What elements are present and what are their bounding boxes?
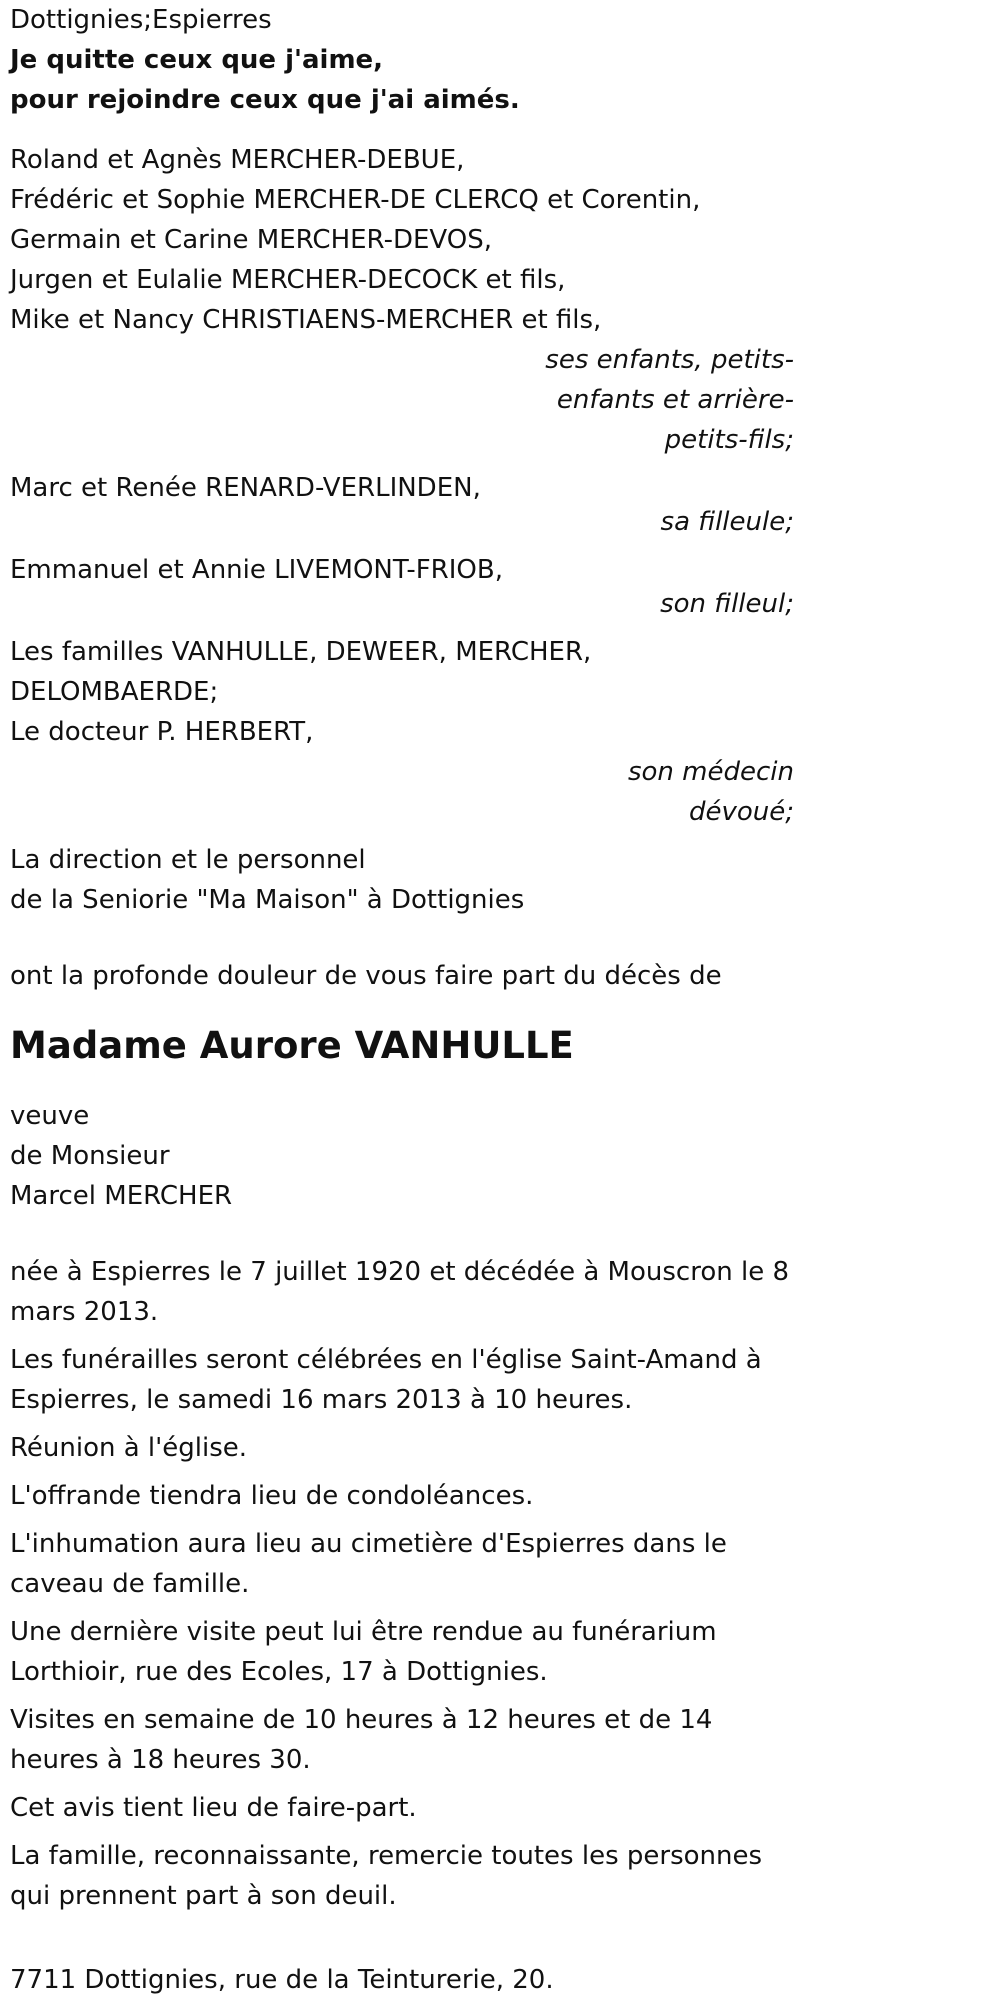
role-line: petits-fils; — [664, 425, 794, 455]
detail-paragraph: Réunion à l'église. — [10, 1433, 248, 1463]
quote-line-2: pour rejoindre ceux que j'ai aimés. — [10, 85, 520, 115]
role-line: enfants et arrière- — [556, 385, 794, 415]
family-member: Germain et Carine MERCHER-DEVOS, — [10, 225, 492, 255]
goddaughter-name: Marc et Renée RENARD-VERLINDEN, — [10, 473, 481, 503]
staff-line-1: La direction et le personnel — [10, 845, 366, 875]
detail-paragraph: Les funérailles seront célébrées en l'église Saint-Amand à Espierres, le samedi 16 mars 2013 à 10 heures. — [10, 1345, 762, 1415]
doctor-role — [10, 752, 800, 832]
detail-paragraph: Visites en semaine de 10 heures à 12 heures et de 14 heures à 18 heures 30. — [10, 1705, 713, 1775]
widow-line-3: Marcel MERCHER — [10, 1181, 233, 1211]
role-line: dévoué; — [688, 797, 794, 827]
godson-name: Emmanuel et Annie LIVEMONT-FRIOB, — [10, 555, 503, 585]
families-line-2: DELOMBAERDE; — [10, 677, 219, 707]
family-member: Frédéric et Sophie MERCHER-DE CLERCQ et Corentin, — [10, 185, 701, 215]
family-member: Jurgen et Eulalie MERCHER-DECOCK et fils, — [10, 265, 566, 295]
staff-line-2: de la Seniorie "Ma Maison" à Dottignies — [10, 885, 525, 915]
role-line: son médecin — [627, 757, 794, 787]
detail-paragraph: La famille, reconnaissante, remercie toutes les personnes qui prennent part à son deuil. — [10, 1841, 763, 1911]
detail-paragraph: née à Espierres le 7 juillet 1920 et décédée à Mouscron le 8 mars 2013. — [10, 1257, 789, 1327]
obituary-body — [10, 0, 800, 2000]
deceased-name: Madame Aurore VANHULLE — [10, 1024, 574, 1067]
quote-line-1: Je quitte ceux que j'aime, — [10, 45, 384, 75]
announcement: ont la profonde douleur de vous faire part du décès de — [10, 961, 722, 991]
widow-line-1: veuve — [10, 1101, 90, 1131]
detail-paragraph: Une dernière visite peut lui être rendue au funérarium Lorthioir, rue des Ecoles, 17 à Dottignies. — [10, 1617, 717, 1687]
detail-paragraph: L'offrande tiendra lieu de condoléances. — [10, 1481, 534, 1511]
family-member: Roland et Agnès MERCHER-DEBUE, — [10, 145, 465, 175]
families-line-1: Les familles VANHULLE, DEWEER, MERCHER, — [10, 637, 592, 667]
widow-line-2: de Monsieur — [10, 1141, 170, 1171]
details-section — [10, 1252, 800, 1916]
godson-role: son filleul; — [660, 589, 794, 619]
address: 7711 Dottignies, rue de la Teinturerie, 20. — [10, 1965, 554, 1995]
children-role — [10, 340, 800, 460]
children-list — [10, 140, 800, 340]
role-line: ses enfants, petits- — [545, 345, 794, 375]
family-member: Mike et Nancy CHRISTIAENS-MERCHER et fils, — [10, 305, 602, 335]
doctor-name: Le docteur P. HERBERT, — [10, 717, 314, 747]
goddaughter-role: sa filleule; — [660, 507, 794, 537]
location-header: Dottignies;Espierres — [10, 5, 272, 35]
detail-paragraph: L'inhumation aura lieu au cimetière d'Espierres dans le caveau de famille. — [10, 1529, 727, 1599]
detail-paragraph: Cet avis tient lieu de faire-part. — [10, 1793, 417, 1823]
